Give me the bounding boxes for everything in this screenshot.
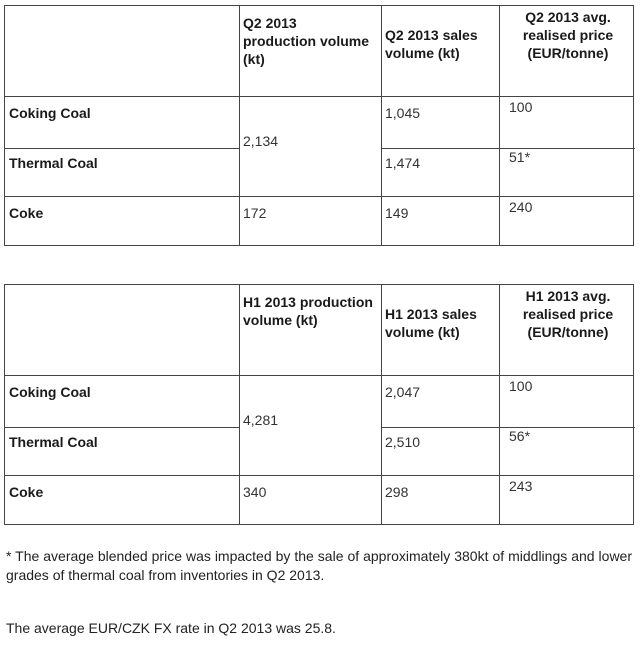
- row-divider: [5, 96, 633, 97]
- row-label-thermal-coal: Thermal Coal: [9, 155, 98, 171]
- row-divider: [5, 427, 239, 428]
- sales-coke: 149: [385, 205, 409, 221]
- column-divider: [239, 285, 240, 524]
- price-coke: 240: [509, 199, 533, 215]
- column-divider: [381, 6, 382, 245]
- row-divider: [5, 375, 633, 376]
- production-coal-merged: 4,281: [243, 412, 279, 428]
- row-divider: [381, 148, 635, 149]
- column-divider: [499, 6, 500, 245]
- header-production: H1 2013 production volume (kt): [243, 294, 373, 328]
- footnote: * The average blended price was impacted by the sale of approximately 380kt of middlings and lower grades of thermal coal from inventories in Q2 2013.: [6, 548, 632, 583]
- fx-rate-note: The average EUR/CZK FX rate in Q2 2013 was 25.8.: [6, 620, 336, 636]
- row-divider: [5, 148, 239, 149]
- sales-coking-coal: 1,045: [385, 105, 421, 121]
- production-coal-merged: 2,134: [243, 133, 279, 149]
- header-sales: Q2 2013 sales volume (kt): [385, 27, 478, 61]
- h1-2013-table: [4, 284, 634, 525]
- row-divider: [381, 427, 635, 428]
- sales-thermal-coal: 2,510: [385, 434, 421, 450]
- production-coke: 340: [243, 484, 267, 500]
- price-thermal-coal: 51*: [509, 149, 531, 165]
- row-divider: [5, 196, 633, 197]
- price-coking-coal: 100: [509, 378, 533, 394]
- column-divider: [381, 285, 382, 524]
- price-coking-coal: 100: [509, 99, 533, 115]
- row-label-coke: Coke: [9, 205, 44, 221]
- sales-coking-coal: 2,047: [385, 384, 421, 400]
- row-divider: [5, 475, 633, 476]
- header-sales: H1 2013 sales volume (kt): [385, 306, 477, 340]
- price-thermal-coal: 56*: [509, 428, 531, 444]
- header-price: H1 2013 avg. realised price (EUR/tonne): [522, 288, 614, 340]
- production-coke: 172: [243, 205, 267, 221]
- sales-thermal-coal: 1,474: [385, 155, 421, 171]
- price-coke: 243: [509, 478, 533, 494]
- q2-2013-table: [4, 5, 634, 246]
- row-label-coking-coal: Coking Coal: [9, 384, 91, 400]
- sales-coke: 298: [385, 484, 409, 500]
- row-label-coking-coal: Coking Coal: [9, 105, 91, 121]
- header-production: Q2 2013 production volume (kt): [243, 15, 369, 67]
- column-divider: [239, 6, 240, 245]
- column-divider: [499, 285, 500, 524]
- row-label-coke: Coke: [9, 484, 44, 500]
- header-price: Q2 2013 avg. realised price (EUR/tonne): [522, 9, 614, 61]
- row-label-thermal-coal: Thermal Coal: [9, 434, 98, 450]
